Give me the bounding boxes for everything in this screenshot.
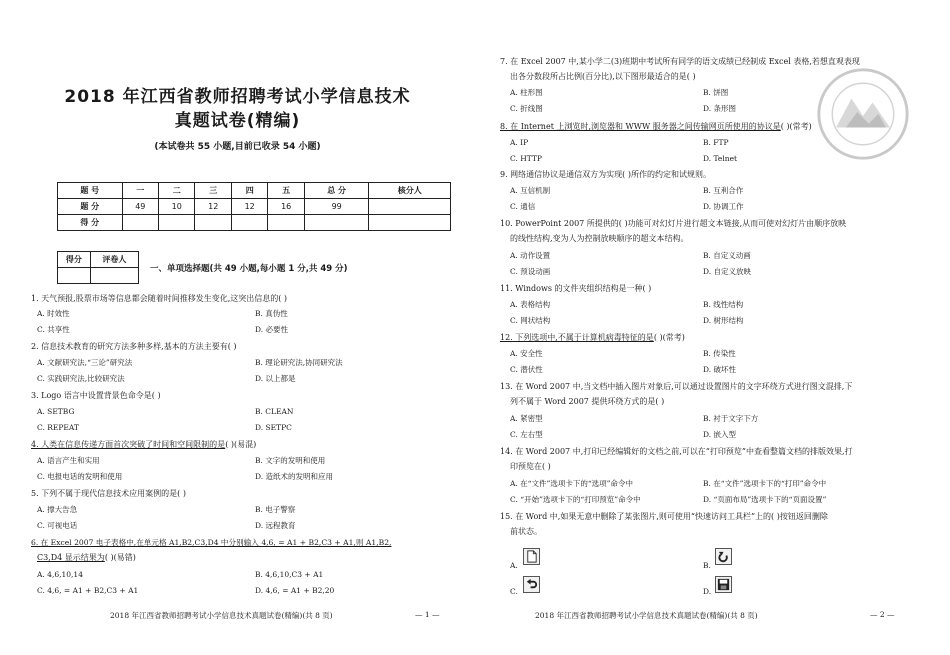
question-8 [500,120,812,133]
option: C. 网状结构 [510,316,551,325]
option: D. 造纸术的发明和应用 [255,472,334,481]
question-11: 11. Windows 的文件夹组织结构是一种( ) [500,284,652,293]
option: C. 4,6, = A1 + B2,C3 + A1 [37,586,139,595]
undo-icon [523,576,540,593]
option: B. 自定义动画 [703,251,751,260]
score-table [57,182,451,231]
new-document-icon [523,548,540,565]
option: B. FTP [703,138,729,147]
score-cell [369,199,451,215]
option: A. 文献研究法,“三论”研究法 [37,358,133,367]
score-cell: 四 [231,183,267,199]
option: C. [510,587,518,596]
section-heading: 一、单项选择题(共 49 小题,每小题 1 分,共 49 分) [150,264,348,274]
option: A. 4,6,10,14 [37,570,83,579]
option: C. 通信 [510,202,536,211]
grader-box [57,251,139,284]
footer-text: 2018 年江西省教师招聘考试小学信息技术真题试卷(精编)(共 8 页) [110,611,333,620]
exam-title: 2018 年江西省教师招聘考试小学信息技术 [64,87,411,107]
grader-score-label: 得分 [58,252,91,268]
page-number: — 2 — [870,610,895,619]
grader-label: 评卷人 [90,252,138,268]
question-4-tail: ( )(易混) [225,440,257,449]
option: B. 在“文件”选项卡下的“打印”命令中 [703,479,827,488]
option: A. 安全性 [510,349,543,358]
option: C. 潜伏性 [510,365,543,374]
score-cell: 总 分 [304,183,369,199]
option: A. 在“文件”选项卡下的“选项”命令中 [510,479,634,488]
question-12-underlined: 12. 下列选项中,不属于计算机病毒特征的是 [500,333,654,342]
option: D. 协调工作 [703,202,744,211]
option: D. 破坏性 [703,365,737,374]
score-cell [268,215,304,231]
option: B. 线性结构 [703,300,744,309]
option: D. 自定义放映 [703,267,752,276]
score-cell: 10 [159,199,195,215]
score-points-row [58,199,451,215]
question-6 [31,536,391,549]
score-cell: 16 [268,199,304,215]
question-12-tail: ( )(常考) [653,333,685,342]
question-14: 14. 在 Word 2007 中,打印已经编辑好的文档之前,可以在“打印预览”中查看整篇文档的排版效果,打 [500,447,853,456]
score-cell: 二 [159,183,195,199]
score-cell: 12 [195,199,231,215]
option: A. [510,561,518,570]
option: D. Telnet [703,154,738,163]
option: D. 条形图 [703,104,737,113]
question-2: 2. 信息技术教育的研究方法多种多样,基本的方法主要有( ) [31,342,237,351]
option: D. “页面布局”选项卡下的“页面设置” [703,495,827,504]
option: B. 饼图 [703,88,729,97]
option: A. IP [510,138,529,147]
question-8-underlined: 8. 在 Internet 上浏览时,浏览器和 WWW 服务器之间传输网页所使用的协议是 [500,122,781,131]
question-4 [31,438,256,451]
question-13: 13. 在 Word 2007 中,当文档中插入图片对象后,可以通过设置图片的文字环绕方式进行图文混排,下 [500,382,853,391]
score-cell: 题 号 [58,183,123,199]
option: B. 文字的发明和使用 [255,456,326,465]
option: C. 折线图 [510,104,543,113]
score-cell [122,215,158,231]
score-cell: 三 [195,183,231,199]
score-earned-row [58,215,451,231]
option: A. 表格结构 [510,300,551,309]
score-header-row [58,183,451,199]
option: D. 树形结构 [703,316,744,325]
option: B. 真伪性 [255,309,288,318]
score-cell [231,215,267,231]
option: C. 电报电话的发明和使用 [37,472,123,481]
question-8-tail: ( )(常考) [780,122,812,131]
question-5: 5. 下列不属于现代信息技术应用案例的是( ) [31,489,186,498]
option: A. 时效性 [37,309,70,318]
question-13-line2: 列不属于 Word 2007 提供环绕方式的是( ) [510,397,665,406]
question-10-line2: 的线性结构,变为人为控制放映顺序的超文本结构。 [510,234,689,243]
question-9: 9. 网络通信协议是通信双方为实现( )所作的约定和试规则。 [500,170,711,179]
option: C. 左右型 [510,430,543,439]
question-14-line2: 印预览在( ) [510,462,551,471]
score-cell [195,215,231,231]
exam-subtitle: 真题试卷(精编) [174,111,301,131]
option: C. 共享性 [37,325,70,334]
score-cell: 一 [122,183,158,199]
option: A. 柱形图 [510,88,543,97]
exam-note: (本试卷共 55 小题,目前已收录 54 小题) [154,142,321,152]
option: B. 电子警察 [255,505,296,514]
question-7-line2: 出各分数段所占比例(百分比),以下图形最适合的是( ) [510,72,696,81]
option: B. 理论研究法,协同研究法 [255,358,343,367]
save-icon [715,576,732,593]
question-12 [500,331,685,344]
option: B. 传染性 [703,349,736,358]
option: C. HTTP [510,154,542,163]
option: C. REPEAT [37,423,79,432]
option: C. 可视电话 [37,521,78,530]
question-6-underlined: 6. 在 Excel 2007 电子表格中,在单元格 A1,B2,C3,D4 中分别输入 4,6, = A1 + B2,C3 + A1,则 A1,B2, [31,538,392,547]
question-6-line2 [37,551,136,564]
option: C. 预设动画 [510,267,551,276]
option: A. 紧密型 [510,414,543,423]
option: D. 4,6, = A1 + B2,20 [255,586,335,595]
option: D. 必要性 [255,325,289,334]
option: C. 实践研究法,比较研究法 [37,374,125,383]
question-10: 10. PowerPoint 2007 所提供的( )功能可对幻灯片进行超文本链接,从而可使对幻灯片由顺序放映 [500,219,847,228]
grader-cell [58,268,91,284]
footer-text: 2018 年江西省教师招聘考试小学信息技术真题试卷(精编)(共 8 页) [535,611,758,620]
question-15: 15. 在 Word 中,如果无意中删除了某张图片,则可使用“快速访问工具栏”上的( )按钮返回删除 [500,512,828,521]
score-cell [369,215,451,231]
option: D. 以上都是 [255,374,296,383]
option: A. 语言产生和实用 [37,456,100,465]
question-6-underlined-2: C3,D4 显示结果为 [37,553,105,562]
score-cell [304,215,369,231]
question-3: 3. Logo 语言中设置背景色命令是( ) [31,391,161,400]
score-cell: 49 [122,199,158,215]
option: A. SETBG [37,407,75,416]
option: D. [703,587,712,596]
option: D. 嵌入型 [703,430,737,439]
page-number: — 1 — [415,610,440,619]
option: B. 互利合作 [703,186,744,195]
option: D. SETPC [255,423,292,432]
score-cell: 题 分 [58,199,123,215]
watermark-seal [815,66,911,162]
option: C. “开始”选项卡下的“打印预览”命令中 [510,495,641,504]
option: A. 动作设置 [510,251,551,260]
score-cell: 99 [304,199,369,215]
option: A. 撑大告急 [37,505,78,514]
question-6-tail: ( )(易错) [104,553,136,562]
redo-icon [715,548,732,565]
option: B. 衬于文字下方 [703,414,759,423]
option: B. CLEAN [255,407,294,416]
question-7: 7. 在 Excel 2007 中,某小学二(3)班期中考试所有同学的语文成绩已经制成 Excel 表格,若想直观表现 [500,57,860,66]
score-cell [159,215,195,231]
score-cell: 12 [231,199,267,215]
question-15-line2: 前状态。 [510,527,542,536]
option: A. 互信机制 [510,186,551,195]
grader-cell [90,268,138,284]
score-cell: 核分人 [369,183,451,199]
question-1: 1. 天气预报,股票市场等信息都会随着时间推移发生变化,这突出信息的( ) [31,294,288,303]
option: B. 4,6,10,C3 + A1 [255,570,324,579]
question-4-underlined: 4. 人类在信息传递方面首次突破了时间和空间限制的是 [31,440,226,449]
score-cell: 得 分 [58,215,123,231]
option: D. 远程教育 [255,521,296,530]
option: B. [703,561,711,570]
score-cell: 五 [268,183,304,199]
